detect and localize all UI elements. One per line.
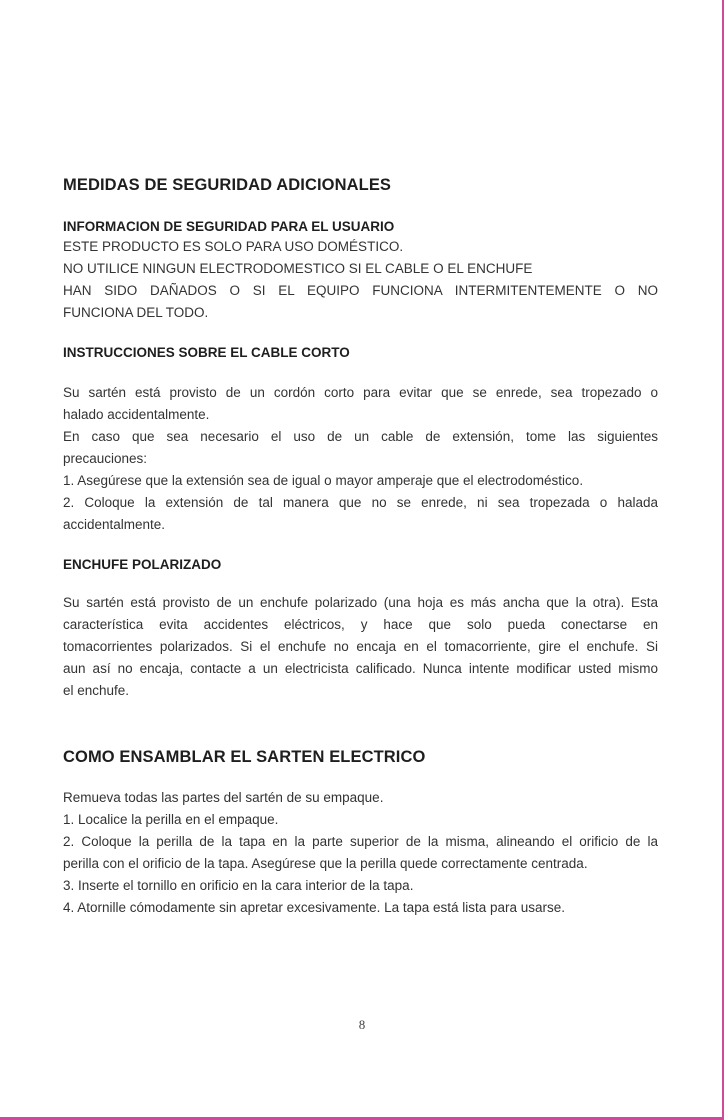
user-safety-text [63,236,658,324]
section-title-additional-safety: MEDIDAS DE SEGURIDAD ADICIONALES [63,176,392,194]
section-polarized-plug [63,557,658,702]
section-assembly [63,748,658,919]
text-line: FUNCIONA DEL TODO. [63,305,209,320]
section-additional-safety [63,176,658,324]
section-title-short-cord: INSTRUCCIONES SOBRE EL CABLE CORTO [63,345,350,360]
assembly-text [63,787,658,919]
short-cord-text [63,382,658,536]
text-line: tomacorrientes polarizados. Si el enchufe no encaja en el tomacorriente, gire el enchufe. Si [63,639,658,654]
text-line: el enchufe. [63,683,130,698]
text-line: Su sartén está provisto de un enchufe polarizado (una hoja es más ancha que la otra). Esta [63,595,658,610]
list-item: 1. Localice la perilla en el empaque. [63,812,279,827]
list-item-continuation: perilla con el orificio de la tapa. Asegúrese que la perilla quede correctamente centrada. [63,856,588,871]
text-line: aun así no encaja, contacte a un electricista calificado. Nunca intente modificar usted mismo [63,661,658,676]
text-line: halado accidentalmente. [63,407,210,422]
page-number: 8 [358,1017,366,1032]
list-item-continuation: accidentalmente. [63,517,166,532]
text-line: HAN SIDO DAÑADOS O SI EL EQUIPO FUNCIONA INTERMITENTEMENTE O NO [63,283,658,298]
list-item: 2. Coloque la perilla de la tapa en la parte superior de la misma, alineando el orificio de la [63,834,658,849]
polarized-plug-text [63,592,658,702]
text-line: precauciones: [63,451,148,466]
list-item: 4. Atornille cómodamente sin apretar excesivamente. La tapa está lista para usarse. [63,900,566,915]
section-title-polarized-plug: ENCHUFE POLARIZADO [63,557,222,572]
list-item: 1. Asegúrese que la extensión sea de igual o mayor amperaje que el electrodoméstico. [63,473,584,488]
text-line: En caso que sea necesario el uso de un cable de extensión, tome las siguientes [63,429,658,444]
text-line: NO UTILICE NINGUN ELECTRODOMESTICO SI EL CABLE O EL ENCHUFE [63,261,533,276]
text-line: característica evita accidentes eléctricos, y hace que solo pueda conectarse en [63,617,658,632]
text-line: ESTE PRODUCTO ES SOLO PARA USO DOMÉSTICO. [63,239,404,254]
list-item: 2. Coloque la extensión de tal manera que no se enrede, ni sea tropezada o halada [63,495,658,510]
list-item: 3. Inserte el tornillo en orificio en la cara interior de la tapa. [63,878,414,893]
page-content [63,176,658,919]
text-line: Remueva todas las partes del sartén de su empaque. [63,790,384,805]
text-line: Su sartén está provisto de un cordón corto para evitar que se enrede, sea tropezado o [63,385,658,400]
section-title-assembly: COMO ENSAMBLAR EL SARTEN ELECTRICO [63,748,426,766]
subtitle-user-safety-info: INFORMACION DE SEGURIDAD PARA EL USUARIO [63,219,395,234]
section-short-cord [63,345,658,536]
